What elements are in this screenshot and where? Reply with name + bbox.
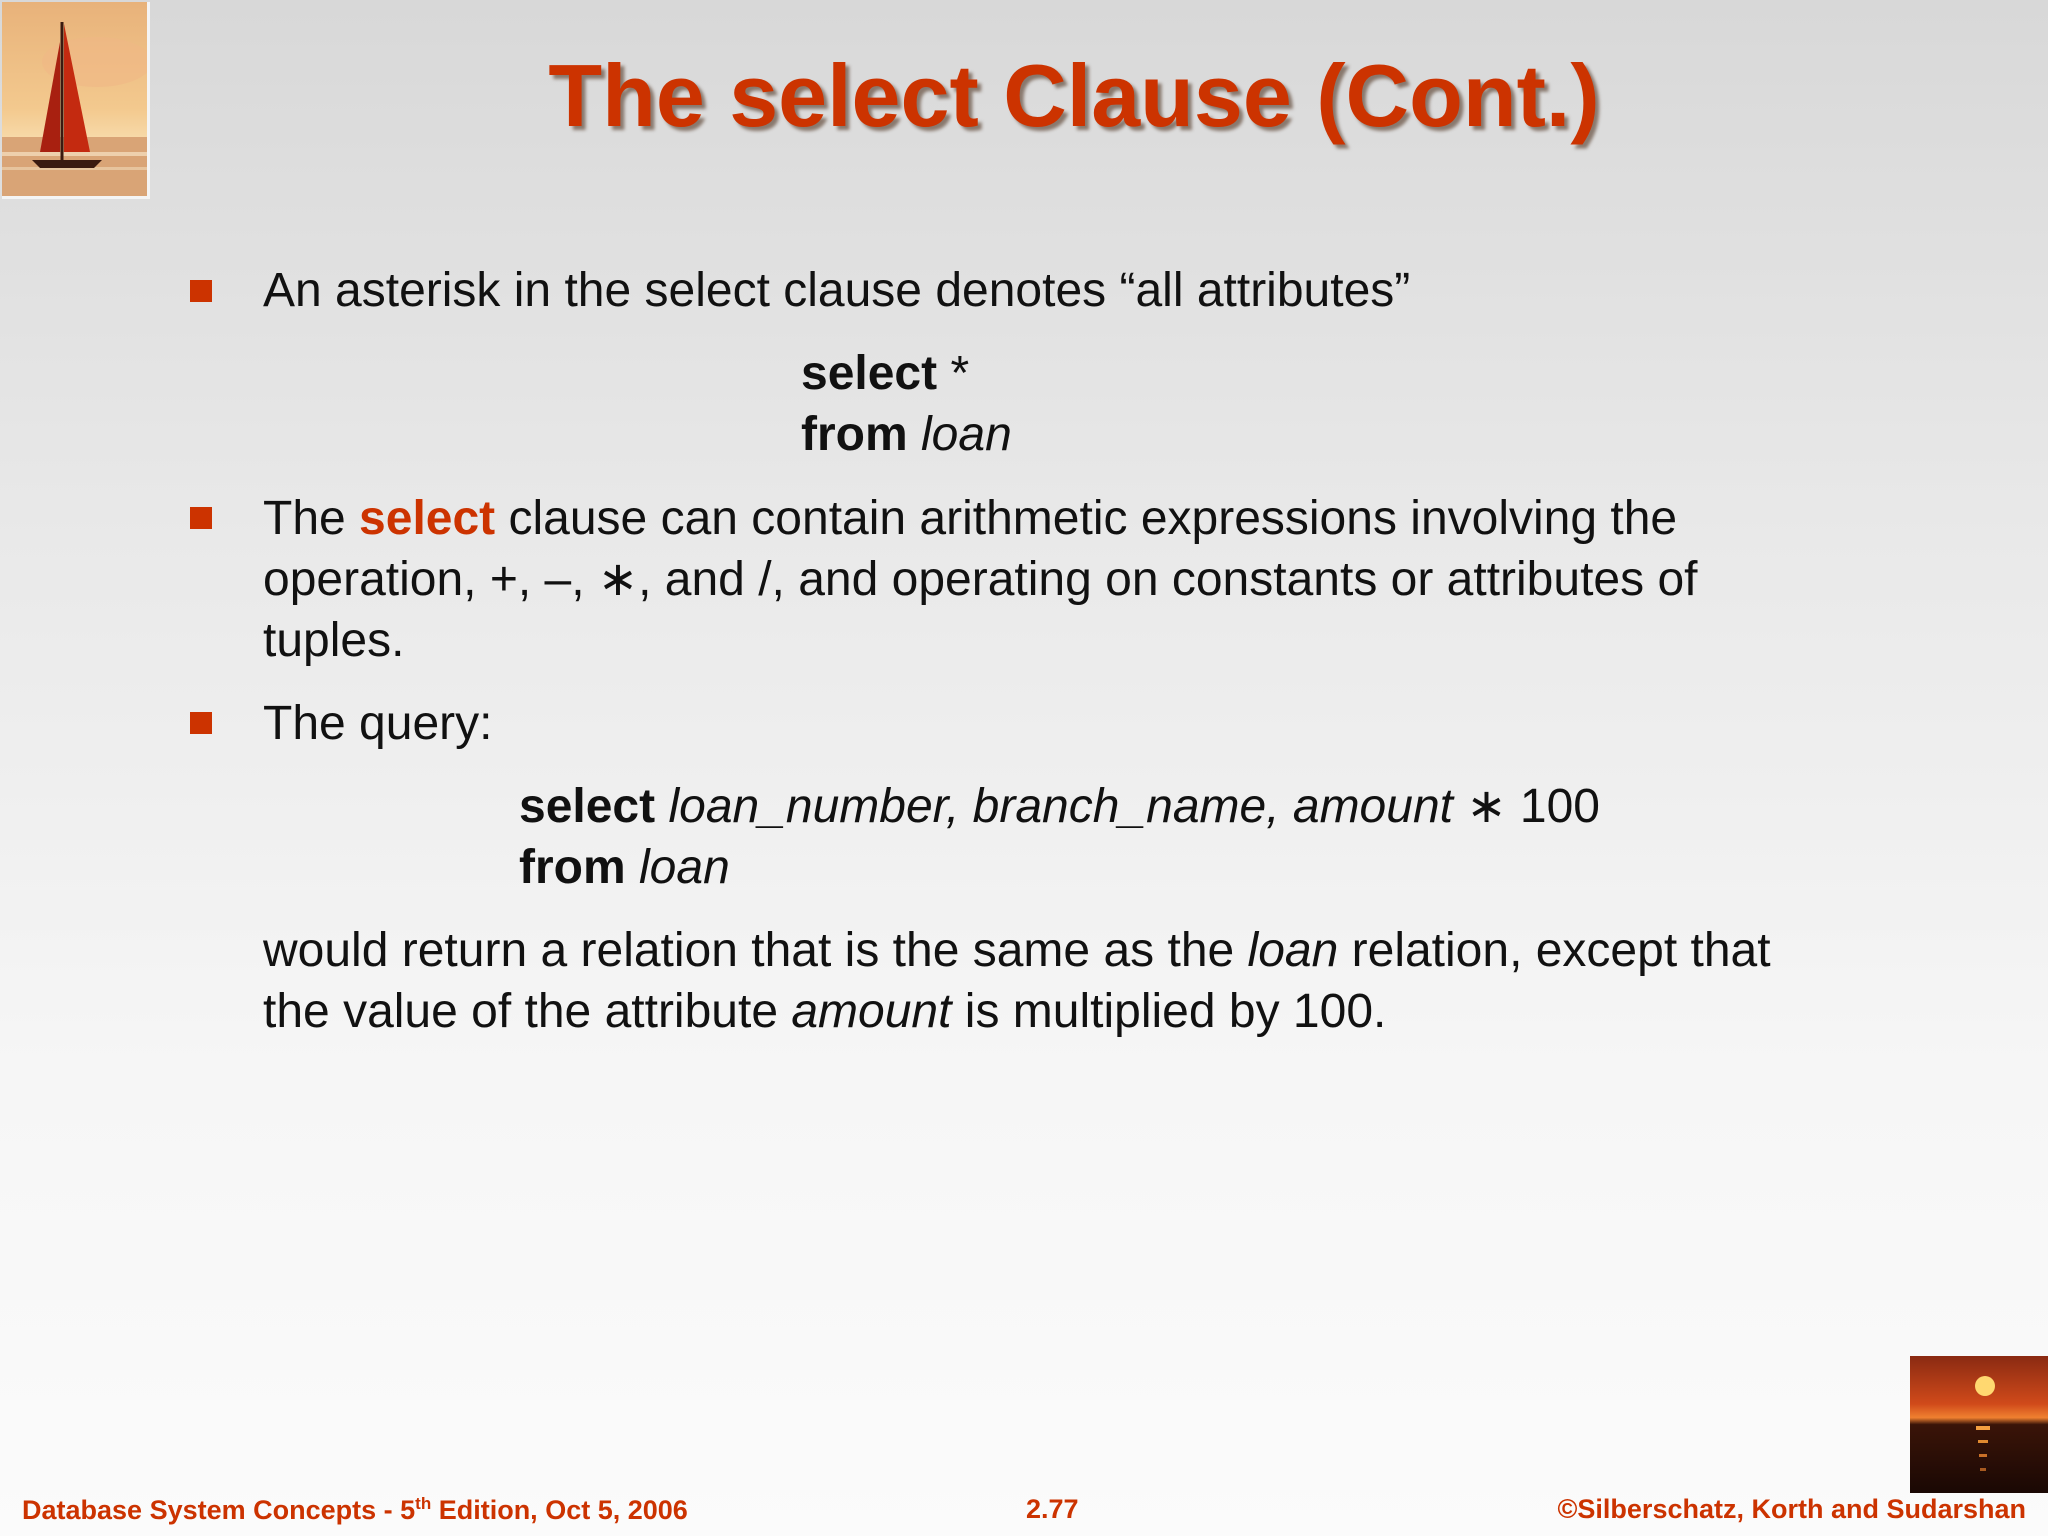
bullet-marker-2	[190, 507, 212, 529]
bullet-2-line-2: operation, +, –, ∗, and /, and operating on constants or attributes of	[263, 553, 1698, 606]
query-1-line-2	[801, 404, 1012, 465]
explanation-line-1-a: would return a relation that is the same as the	[263, 924, 1248, 977]
query-2-line-1	[519, 776, 1600, 837]
query-1-star: *	[937, 347, 970, 400]
bullet-marker-1	[190, 280, 212, 302]
footer-slide-number: 2.77	[1026, 1494, 1079, 1524]
explanation-line-1-b: relation, except that	[1338, 924, 1771, 977]
relation-loan: loan	[921, 408, 1012, 461]
footer-copyright: ©Silberschatz, Korth and Sudarshan	[1557, 1494, 2026, 1524]
footer-left-a: Database System Concepts - 5	[22, 1495, 416, 1525]
bullet-marker-3	[190, 712, 212, 734]
explanation-line-2-a: the value of the attribute	[263, 985, 792, 1038]
bullet-2-line-1	[263, 488, 1677, 549]
relation-loan: loan	[639, 841, 730, 894]
explanation-line-1	[263, 920, 1771, 981]
keyword-select-highlight: select	[359, 492, 496, 545]
page-title: The select Clause (Cont.)	[548, 46, 1600, 145]
explanation-line-2	[263, 981, 1386, 1042]
bullet-2-prefix: The	[263, 492, 360, 545]
query-2-line-2	[519, 837, 730, 898]
footer-left-sup: th	[415, 1494, 432, 1513]
keyword-select: select	[519, 780, 656, 833]
keyword-from: from	[801, 408, 908, 461]
bullet-3-text: The query:	[263, 697, 493, 750]
bullet-2-line-3: tuples.	[263, 614, 405, 667]
attribute-amount: amount	[791, 985, 952, 1038]
footer-course-info	[22, 1494, 688, 1526]
explanation-line-2-b: is multiplied by 100.	[951, 985, 1387, 1038]
keyword-from: from	[519, 841, 626, 894]
footer-left-b: Edition, Oct 5, 2006	[431, 1495, 688, 1525]
bullet-2-line-1-rest: clause can contain arithmetic expressions involving the	[495, 492, 1678, 545]
query-2-multiplier: ∗ 100	[1452, 780, 1600, 833]
bullet-1-text: An asterisk in the select clause denotes “all attributes”	[263, 264, 1411, 317]
keyword-select: select	[801, 347, 938, 400]
query-1-line-1	[801, 343, 969, 404]
sunset-logo-icon	[1910, 1356, 2048, 1493]
relation-loan: loan	[1247, 924, 1339, 977]
query-2-attributes: loan_number, branch_name, amount	[668, 780, 1453, 833]
